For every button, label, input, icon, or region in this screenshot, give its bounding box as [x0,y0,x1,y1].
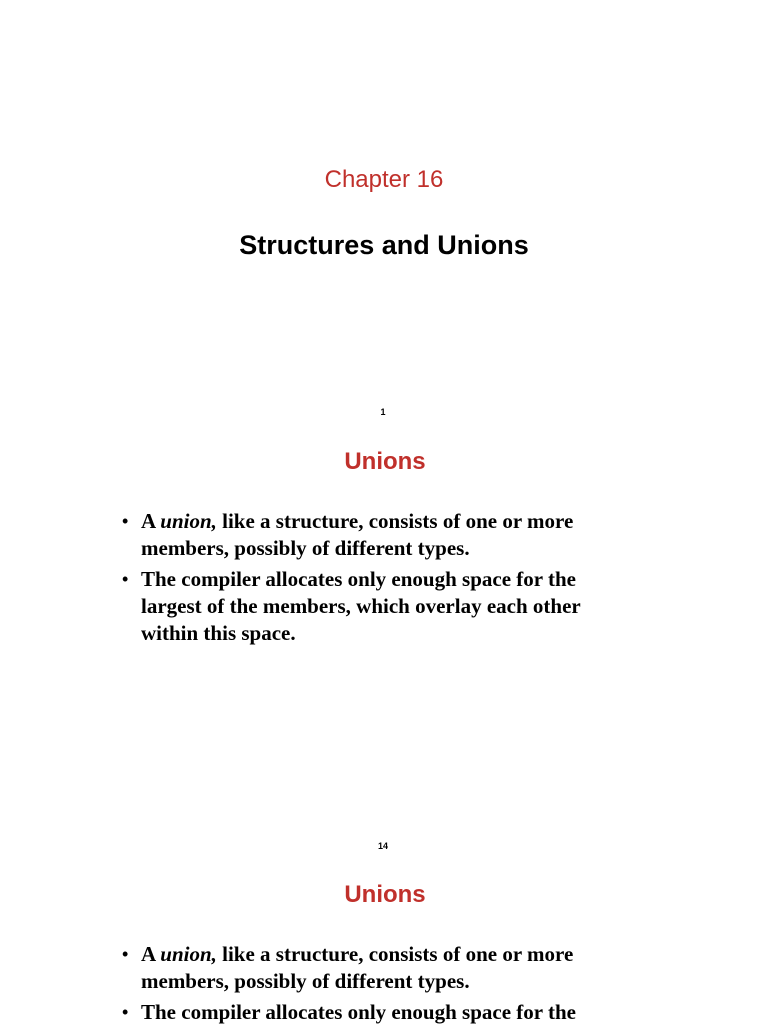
bullet-list [120,941,620,1030]
bullet-marker: • [122,1002,129,1022]
bullet-text-rest: like a structure, consists of one or more members, possibly of different types. [141,509,574,560]
slide-title: Unions [344,448,426,475]
bullet-text: The compiler allocates only enough space for the largest of the members, which overlay each other within this space. [141,567,581,645]
page-number: 1 [380,407,386,417]
chapter-label: Chapter 16 [324,166,444,193]
bullet-text: The compiler allocates only enough space for the [141,1000,576,1024]
document-title: Structures and Unions [239,230,529,260]
bullet-text-rest: like a structure, consists of one or more members, possibly of different types. [141,942,574,993]
bullet-text: A [141,509,161,533]
bullet-item [120,941,620,995]
bullet-term: union, [160,509,217,533]
bullet-text: A [141,942,161,966]
slide-title: Unions [344,881,426,908]
page-number: 14 [377,841,388,851]
bullet-marker: • [122,944,129,964]
bullet-term: union, [160,942,217,966]
bullet-item [120,999,620,1026]
bullet-marker: • [122,569,129,589]
bullet-marker: • [122,511,129,531]
